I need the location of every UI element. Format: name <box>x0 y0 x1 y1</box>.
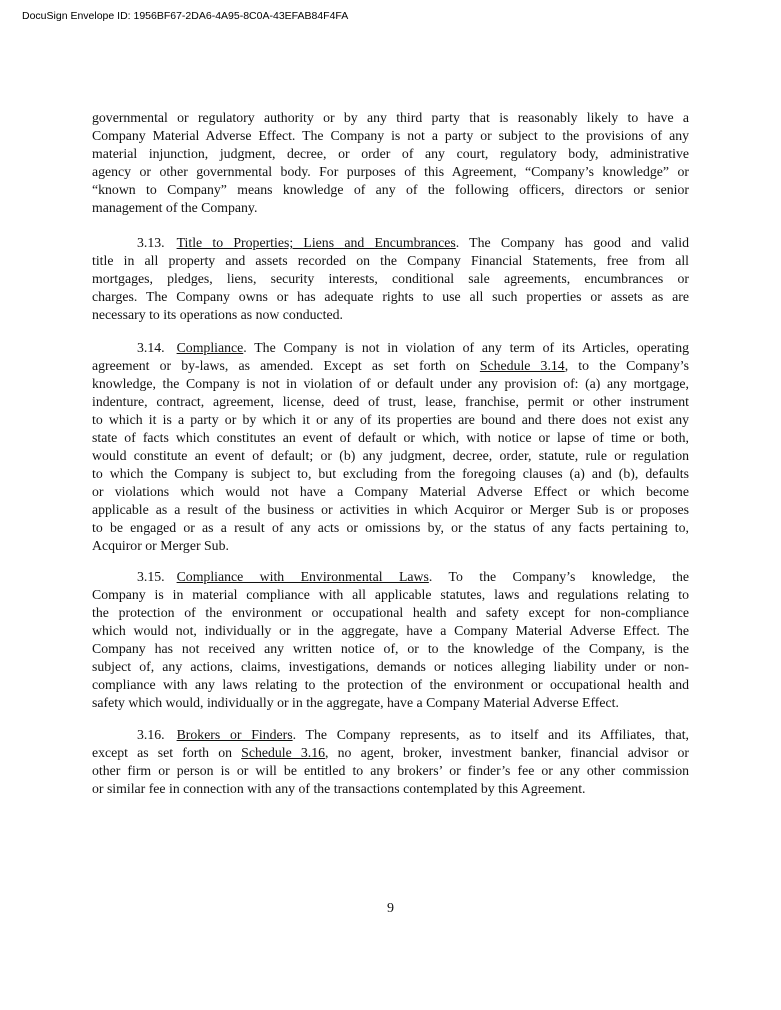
text-line <box>92 234 689 252</box>
text-line <box>92 181 689 199</box>
text-line <box>92 447 689 465</box>
text-segment: except as set forth on <box>92 745 242 760</box>
text-segment: Company Material Adverse Effect. The Company is not a party or subject to the provisions of any <box>92 128 689 143</box>
section-number: 3.14. <box>137 340 165 355</box>
text-line <box>92 537 689 555</box>
text-segment: subject of, any actions, claims, investigations, demands or notices alleging liability under or non- <box>92 659 689 674</box>
section-number: 3.16. <box>137 727 165 742</box>
text-line <box>92 658 689 676</box>
text-segment: the protection of the environment or occupational health and safety except for non-compliance <box>92 605 689 620</box>
text-segment: or violations which would not have a Company Material Adverse Effect or which become <box>92 484 689 499</box>
text-line <box>92 640 689 658</box>
text-segment: , no agent, broker, investment banker, financial advisor or <box>325 745 690 760</box>
section-3-16 <box>92 726 689 798</box>
text-segment: Acquiror or Merger Sub. <box>92 538 229 553</box>
text-segment: agency or other governmental body. For purposes of this Agreement, “Company’s knowledge” or <box>92 164 689 179</box>
section-3-13 <box>92 234 689 324</box>
text-line <box>92 145 689 163</box>
text-line <box>92 270 689 288</box>
section-number: 3.15. <box>137 569 165 584</box>
page-number: 9 <box>387 901 394 916</box>
text-line <box>92 393 689 411</box>
text-segment: necessary to its operations as now conducted. <box>92 307 343 322</box>
text-line <box>92 780 689 798</box>
text-line <box>92 676 689 694</box>
text-line <box>92 519 689 537</box>
text-line <box>92 109 689 127</box>
text-segment: would constitute an event of default; or (b) any judgment, decree, order, statute, rule or regulation <box>92 448 689 463</box>
text-line <box>92 429 689 447</box>
text-line <box>92 127 689 145</box>
text-line <box>92 339 689 357</box>
text-line <box>92 357 689 375</box>
text-line <box>92 375 689 393</box>
text-segment: charges. The Company owns or has adequate rights to use all such properties or assets as are <box>92 289 689 304</box>
underlined-term: Schedule 3.16 <box>241 745 326 760</box>
text-segment: . To the Company’s knowledge, the <box>428 569 689 584</box>
underlined-term: Schedule 3.14 <box>479 358 565 373</box>
docusign-envelope-id: DocuSign Envelope ID: 1956BF67-2DA6-4A95-8C0A-43EFAB84F4FA <box>22 10 349 22</box>
paragraph <box>92 109 689 217</box>
text-line <box>92 288 689 306</box>
text-segment: indenture, contract, agreement, license, deed of trust, lease, franchise, permit or other instrument <box>92 394 689 409</box>
text-segment: to which the Company is subject to, but excluding from the foregoing clauses (a) and (b), defaults <box>92 466 689 481</box>
text-line <box>92 568 689 586</box>
text-line <box>92 694 689 712</box>
text-line <box>92 306 689 324</box>
section-number: 3.13. <box>137 235 165 250</box>
text-segment: which would not, individually or in the aggregate, have a Company Material Adverse Effect. The <box>92 623 689 638</box>
underlined-term: Compliance <box>176 340 244 355</box>
section-3-15 <box>92 568 689 712</box>
text-segment: state of facts which constitutes an event of default or which, with notice or lapse of time or both, <box>92 430 689 445</box>
text-line <box>92 501 689 519</box>
text-segment: Company is in material compliance with all applicable statutes, laws and regulations relating to <box>92 587 689 602</box>
text-line <box>92 252 689 270</box>
text-segment: title in all property and assets recorded on the Company Financial Statements, free from all <box>92 253 689 268</box>
underlined-term: Compliance with Environmental Laws <box>176 569 429 584</box>
text-line <box>92 622 689 640</box>
text-segment: . The Company represents, as to itself and its Affiliates, that, <box>292 727 689 742</box>
text-segment: other firm or person is or will be entitled to any brokers’ or finder’s fee or any other commission <box>92 763 689 778</box>
text-segment: knowledge, the Company is not in violation of or default under any provision of: (a) any mortgage, <box>92 376 689 391</box>
text-segment: Company has not received any written notice of, or to the knowledge of the Company, is the <box>92 641 689 656</box>
text-segment: safety which would, individually or in the aggregate, have a Company Material Adverse Effect. <box>92 695 619 710</box>
text-segment: material injunction, judgment, decree, or order of any court, regulatory body, administrative <box>92 146 689 161</box>
text-segment: or similar fee in connection with any of the transactions contemplated by this Agreement. <box>92 781 586 796</box>
text-segment: applicable as a result of the business or activities in which Acquiror or Merger Sub is or proposes <box>92 502 689 517</box>
text-segment: “known to Company” means knowledge of any of the following officers, directors or senior <box>92 182 689 197</box>
text-line <box>92 604 689 622</box>
underlined-term: Title to Properties; Liens and Encumbrances <box>176 235 456 250</box>
text-segment: management of the Company. <box>92 200 258 215</box>
text-line <box>92 726 689 744</box>
text-segment: mortgages, pledges, liens, security interests, conditional sale agreements, encumbrances or <box>92 271 689 286</box>
text-segment: compliance with any laws relating to the protection of the environment or occupational health and <box>92 677 689 692</box>
text-line <box>92 411 689 429</box>
text-line <box>92 199 689 217</box>
text-segment: . The Company has good and valid <box>455 235 689 250</box>
text-segment: governmental or regulatory authority or by any third party that is reasonably likely to have a <box>92 110 689 125</box>
underlined-term: Brokers or Finders <box>176 727 293 742</box>
text-segment: to be engaged or as a result of any acts or omissions by, or the status of any facts pertaining to, <box>92 520 689 535</box>
text-line <box>92 163 689 181</box>
text-line <box>92 465 689 483</box>
text-segment: , to the Company’s <box>564 358 689 373</box>
text-line <box>92 586 689 604</box>
text-line <box>92 744 689 762</box>
section-3-14 <box>92 339 689 555</box>
text-segment: agreement or by-laws, as amended. Except as set forth on <box>92 358 480 373</box>
text-segment: to which it is a party or by which it or any of its properties are bound and there does not exist any <box>92 412 689 427</box>
text-segment: . The Company is not in violation of any term of its Articles, operating <box>243 340 689 355</box>
text-line <box>92 762 689 780</box>
text-line <box>92 483 689 501</box>
